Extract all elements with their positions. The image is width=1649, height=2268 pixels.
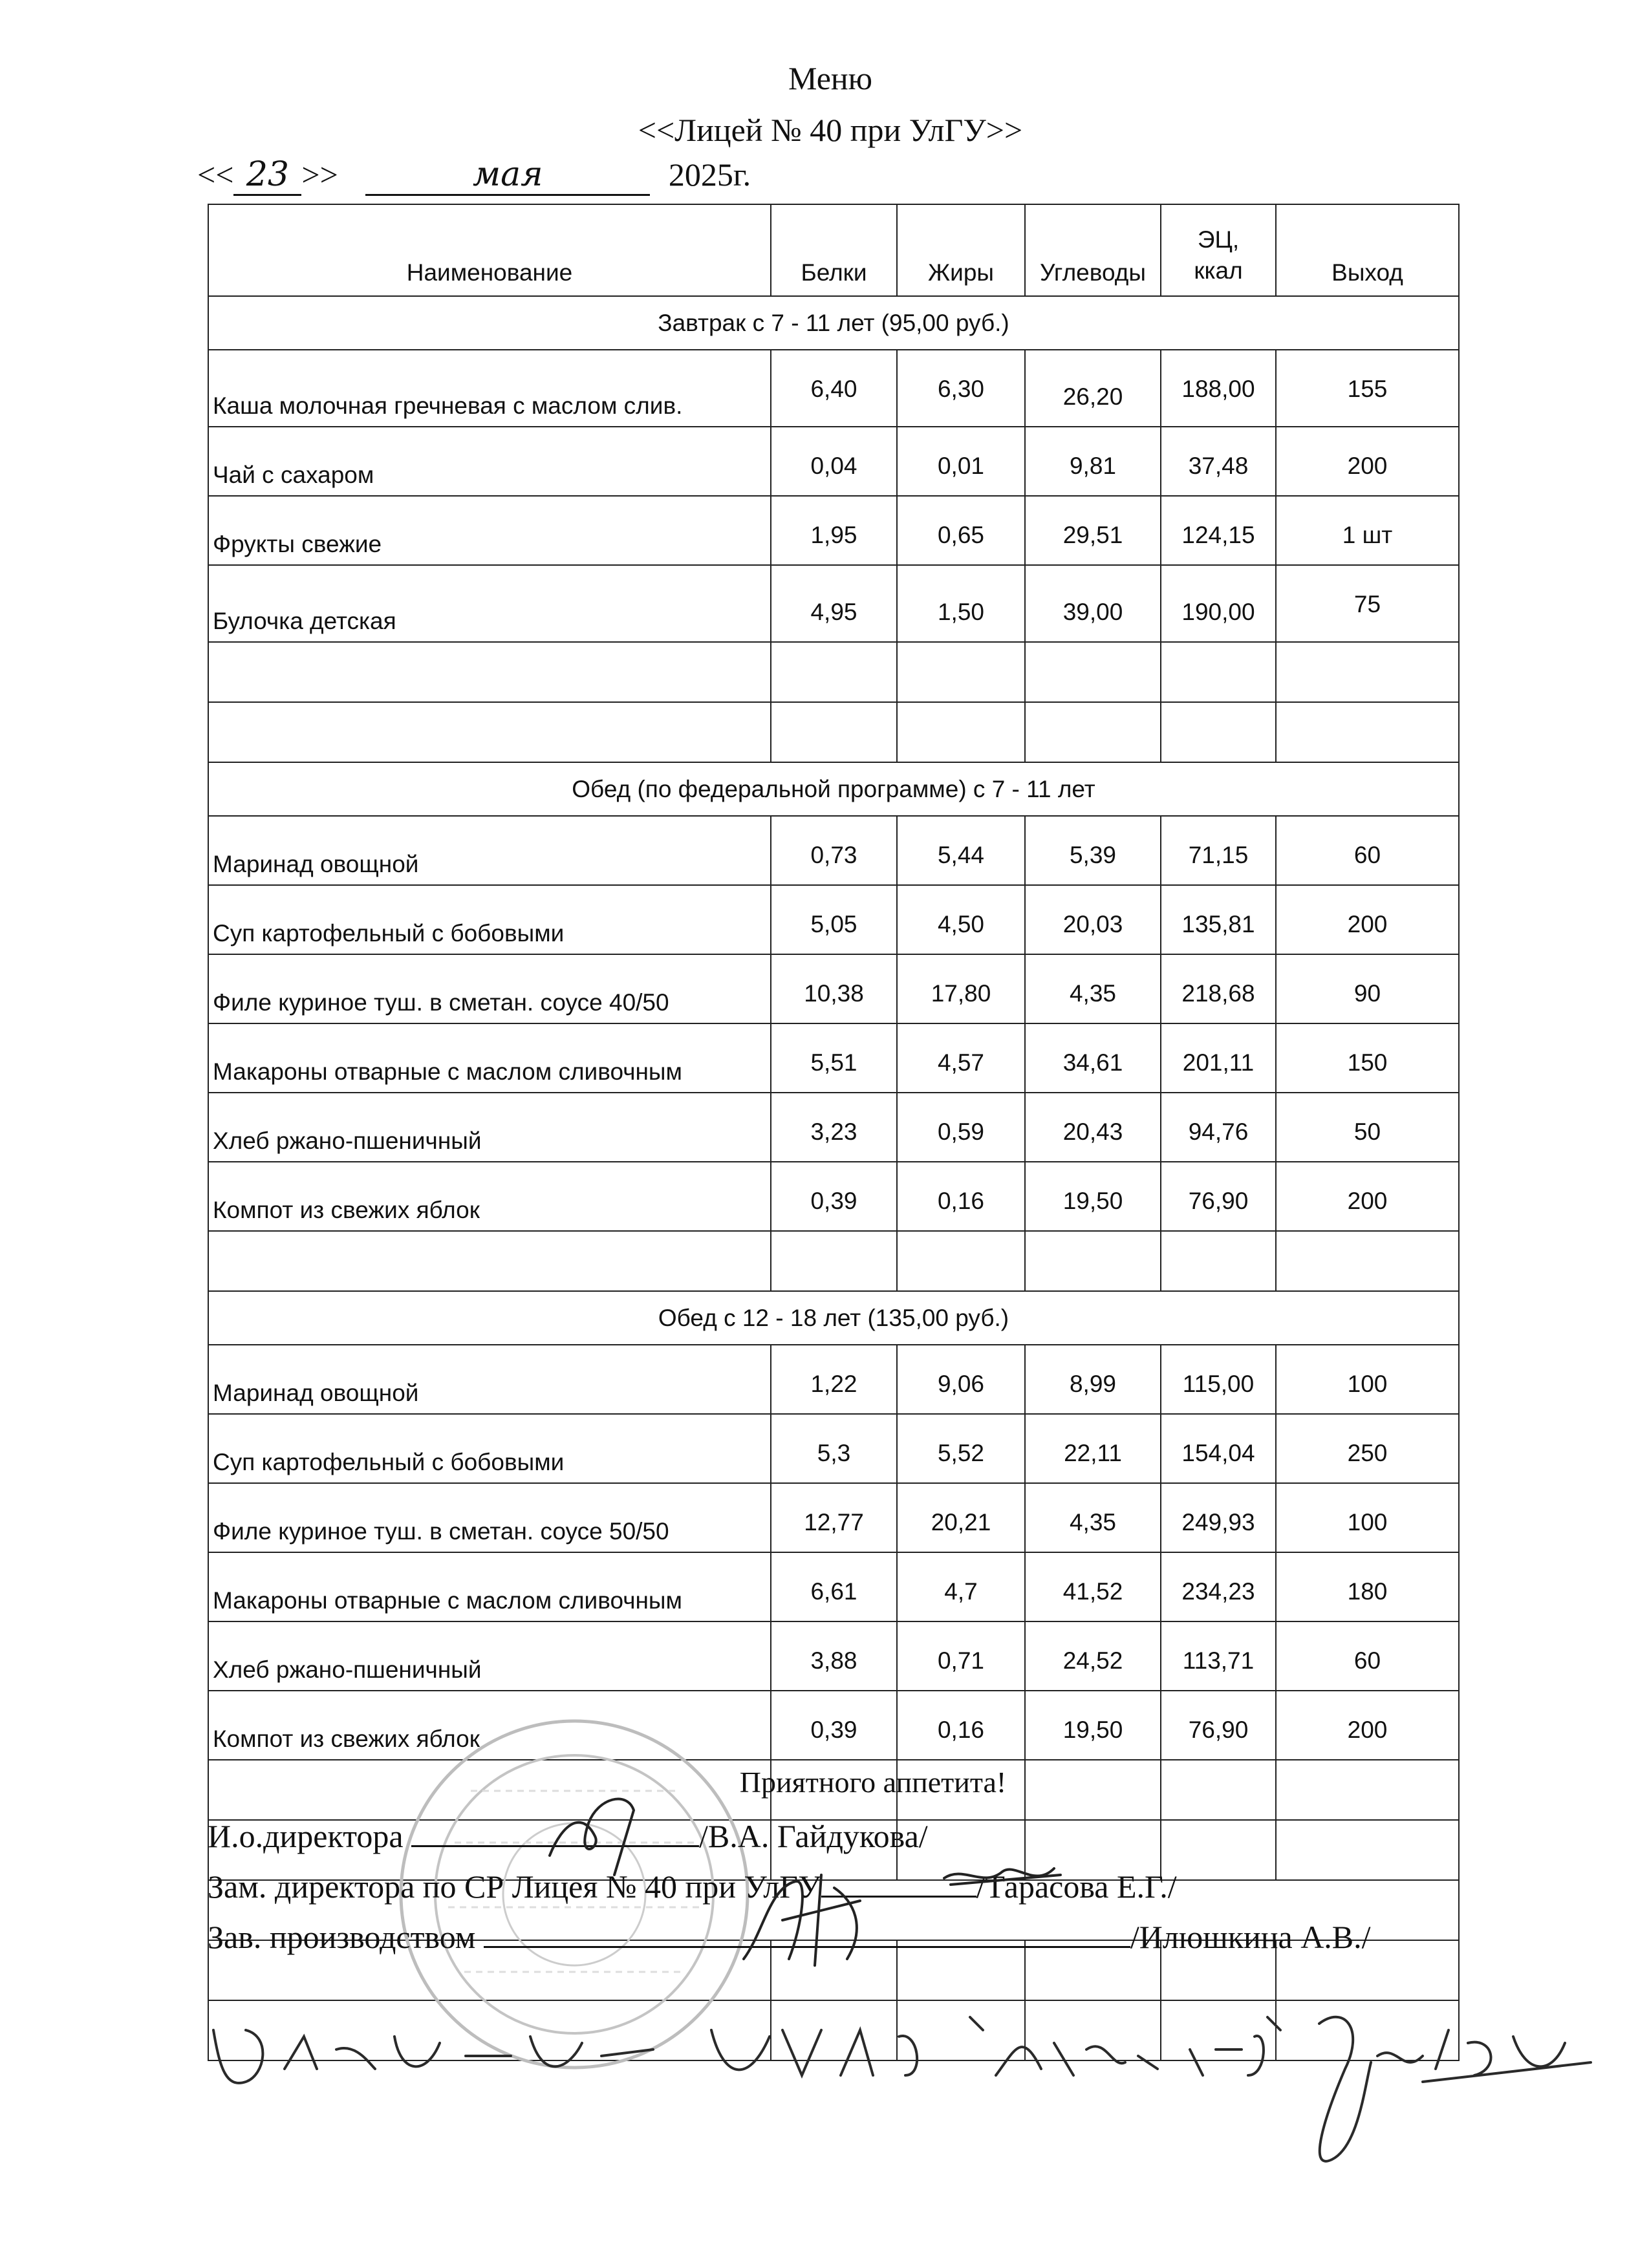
table-row — [208, 565, 1459, 642]
cell-protein: 6,40 — [771, 350, 897, 427]
cell-energy: 218,68 — [1161, 954, 1276, 1023]
cell-protein: 12,77 — [771, 1483, 897, 1552]
handwritten-certification-note — [207, 1991, 1597, 2179]
cell-yield: 200 — [1276, 1691, 1459, 1760]
section-title: Завтрак с 7 - 11 лет (95,00 руб.) — [208, 296, 1459, 350]
cell-fat: 0,65 — [897, 496, 1025, 565]
cell-fat: 20,21 — [897, 1483, 1025, 1552]
cell-energy: 71,15 — [1161, 816, 1276, 885]
cell-fat: 0,16 — [897, 1691, 1025, 1760]
cell-name: Маринад овощной — [208, 1345, 771, 1414]
cell-fat: 0,71 — [897, 1621, 1025, 1691]
table-row — [208, 427, 1459, 496]
cell-name: Булочка детская — [208, 565, 771, 642]
cell-carbs: 22,11 — [1025, 1414, 1161, 1483]
cell-carbs: 34,61 — [1025, 1023, 1161, 1093]
cell-yield: 100 — [1276, 1345, 1459, 1414]
cell-fat: 4,50 — [897, 885, 1025, 954]
cell-name: Маринад овощной — [208, 816, 771, 885]
cell-yield: 200 — [1276, 885, 1459, 954]
cell-yield: 60 — [1276, 816, 1459, 885]
section-row — [208, 1291, 1459, 1345]
cell-fat: 4,7 — [897, 1552, 1025, 1621]
table-row — [208, 1414, 1459, 1483]
date-open-bracket: << — [197, 156, 234, 193]
cell-carbs: 19,50 — [1025, 1162, 1161, 1231]
cell-name: Каша молочная гречневая с маслом слив. — [208, 350, 771, 427]
cell-fat: 5,52 — [897, 1414, 1025, 1483]
cell-yield: 60 — [1276, 1621, 1459, 1691]
cell-protein: 0,39 — [771, 1691, 897, 1760]
table-row — [208, 1093, 1459, 1162]
date-day-handwritten: 23 — [233, 155, 301, 196]
document-title: Меню — [788, 60, 873, 96]
cell-carbs: 24,52 — [1025, 1621, 1161, 1691]
cell-yield: 1 шт — [1276, 496, 1459, 565]
cell-yield: 155 — [1276, 350, 1459, 427]
signature-role: Зав. производством — [208, 1919, 476, 1955]
table-row — [208, 1621, 1459, 1691]
document-subtitle: <<Лицей № 40 при УлГУ>> — [638, 112, 1023, 148]
cell-fat: 5,44 — [897, 816, 1025, 885]
cell-energy: 76,90 — [1161, 1691, 1276, 1760]
cell-yield: 150 — [1276, 1023, 1459, 1093]
cell-energy: 135,81 — [1161, 885, 1276, 954]
cell-fat: 0,01 — [897, 427, 1025, 496]
cell-carbs: 39,00 — [1025, 565, 1161, 642]
cell-carbs: 26,20 — [1025, 350, 1161, 427]
cell-energy: 94,76 — [1161, 1093, 1276, 1162]
cell-energy: 115,00 — [1161, 1345, 1276, 1414]
cell-fat: 0,16 — [897, 1162, 1025, 1231]
table-row — [208, 1483, 1459, 1552]
cell-energy: 113,71 — [1161, 1621, 1276, 1691]
cell-carbs: 19,50 — [1025, 1691, 1161, 1760]
table-row — [208, 496, 1459, 565]
table-row — [208, 885, 1459, 954]
section-row — [208, 296, 1459, 350]
date-month-handwritten: мая — [365, 155, 650, 196]
table-row — [208, 816, 1459, 885]
cell-carbs: 4,35 — [1025, 954, 1161, 1023]
handwritten-signature-production — [731, 1862, 879, 1972]
cell-yield: 100 — [1276, 1483, 1459, 1552]
cell-yield: 75 — [1276, 565, 1459, 642]
cell-name: Компот из свежих яблок — [208, 1162, 771, 1231]
cell-yield: 90 — [1276, 954, 1459, 1023]
cell-carbs: 20,03 — [1025, 885, 1161, 954]
cell-fat: 4,57 — [897, 1023, 1025, 1093]
cell-carbs: 29,51 — [1025, 496, 1161, 565]
signature-role: Зам. директора по СР Лицея № 40 при УлГУ — [208, 1868, 821, 1905]
table-row — [208, 1023, 1459, 1093]
cell-protein: 10,38 — [771, 954, 897, 1023]
cell-energy: 154,04 — [1161, 1414, 1276, 1483]
col-header-energy-text: ЭЦ, ккал — [1194, 226, 1243, 284]
date-year: 2025г. — [668, 156, 751, 193]
cell-fat: 17,80 — [897, 954, 1025, 1023]
handwritten-signature-deputy — [938, 1859, 1073, 1898]
cell-protein: 5,05 — [771, 885, 897, 954]
col-header-yield: Выход — [1276, 204, 1459, 296]
cell-fat: 6,30 — [897, 350, 1025, 427]
cell-protein: 6,61 — [771, 1552, 897, 1621]
signature-name: /Тарасова Е.Г./ — [976, 1868, 1177, 1905]
cell-protein: 5,51 — [771, 1023, 897, 1093]
cell-name: Компот из свежих яблок — [208, 1691, 771, 1760]
col-header-fat: Жиры — [897, 204, 1025, 296]
col-header-energy — [1161, 204, 1276, 296]
section-title: Обед (по федеральной программе) с 7 - 11 лет — [208, 762, 1459, 816]
cell-energy: 76,90 — [1161, 1162, 1276, 1231]
cell-name: Филе куриное туш. в сметан. соусе 50/50 — [208, 1483, 771, 1552]
table-row — [208, 1345, 1459, 1414]
cell-carbs: 9,81 — [1025, 427, 1161, 496]
cell-name: Макароны отварные с маслом сливочным — [208, 1552, 771, 1621]
table-row — [208, 1552, 1459, 1621]
cell-name: Чай с сахаром — [208, 427, 771, 496]
cell-name: Филе куриное туш. в сметан. соусе 40/50 — [208, 954, 771, 1023]
signature-name: /В.А. Гайдукова/ — [699, 1818, 928, 1854]
cell-name: Фрукты свежие — [208, 496, 771, 565]
signature-name: /Илюшкина А.В./ — [1130, 1919, 1371, 1955]
section-row — [208, 762, 1459, 816]
cell-protein: 5,3 — [771, 1414, 897, 1483]
cell-fat: 0,59 — [897, 1093, 1025, 1162]
date-close-bracket: >> — [301, 156, 338, 193]
cell-carbs: 5,39 — [1025, 816, 1161, 885]
cell-protein: 1,22 — [771, 1345, 897, 1414]
empty-row — [208, 642, 1459, 702]
cell-yield: 250 — [1276, 1414, 1459, 1483]
col-header-protein: Белки — [771, 204, 897, 296]
cell-fat: 1,50 — [897, 565, 1025, 642]
signature-role: И.о.директора — [208, 1818, 404, 1854]
table-row — [208, 954, 1459, 1023]
cell-name: Суп картофельный с бобовыми — [208, 1414, 771, 1483]
cell-name: Хлеб ржано-пшеничный — [208, 1093, 771, 1162]
cell-protein: 0,39 — [771, 1162, 897, 1231]
section-title: Обед с 12 - 18 лет (135,00 руб.) — [208, 1291, 1459, 1345]
cell-carbs: 41,52 — [1025, 1552, 1161, 1621]
table-header-row — [208, 204, 1459, 296]
cell-name: Макароны отварные с маслом сливочным — [208, 1023, 771, 1093]
cell-protein: 3,23 — [771, 1093, 897, 1162]
cell-yield: 180 — [1276, 1552, 1459, 1621]
handwritten-signature-director — [537, 1784, 653, 1881]
cell-protein: 0,73 — [771, 816, 897, 885]
col-header-name: Наименование — [208, 204, 771, 296]
empty-row — [208, 1231, 1459, 1291]
cell-energy: 124,15 — [1161, 496, 1276, 565]
cell-yield: 200 — [1276, 427, 1459, 496]
cell-carbs: 4,35 — [1025, 1483, 1161, 1552]
cell-name: Хлеб ржано-пшеничный — [208, 1621, 771, 1691]
cell-energy: 190,00 — [1161, 565, 1276, 642]
col-header-carbs: Углеводы — [1025, 204, 1161, 296]
empty-row — [208, 702, 1459, 762]
cell-protein: 3,88 — [771, 1621, 897, 1691]
date-line — [197, 155, 751, 196]
cell-yield: 50 — [1276, 1093, 1459, 1162]
cell-energy: 249,93 — [1161, 1483, 1276, 1552]
cell-energy: 188,00 — [1161, 350, 1276, 427]
table-row — [208, 350, 1459, 427]
cell-energy: 37,48 — [1161, 427, 1276, 496]
cell-yield: 200 — [1276, 1162, 1459, 1231]
cell-energy: 201,11 — [1161, 1023, 1276, 1093]
table-row — [208, 1162, 1459, 1231]
cell-name: Суп картофельный с бобовыми — [208, 885, 771, 954]
cell-protein: 4,95 — [771, 565, 897, 642]
cell-carbs: 20,43 — [1025, 1093, 1161, 1162]
cell-protein: 0,04 — [771, 427, 897, 496]
cell-carbs: 8,99 — [1025, 1345, 1161, 1414]
closing-phrase: Приятного аппетита! — [739, 1766, 1007, 1799]
cell-energy: 234,23 — [1161, 1552, 1276, 1621]
cell-fat: 9,06 — [897, 1345, 1025, 1414]
cell-protein: 1,95 — [771, 496, 897, 565]
